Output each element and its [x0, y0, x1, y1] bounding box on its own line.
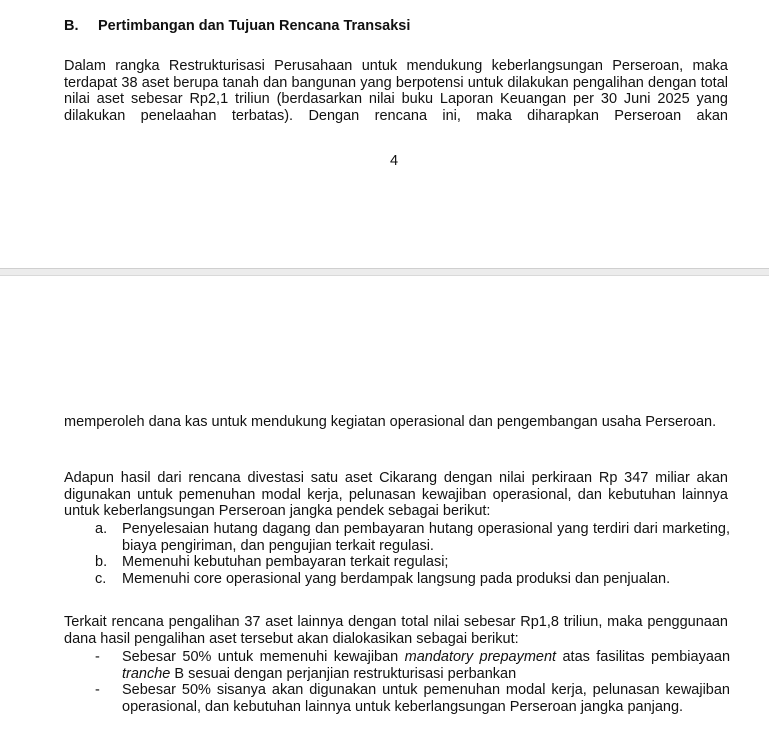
other-assets-usage-list: [64, 649, 730, 715]
continuation-paragraph: memperoleh dana kas untuk mendukung kegiatan operasional dan pengembangan usaha Perseroan.: [64, 414, 717, 430]
list-item: [64, 682, 730, 715]
section-heading: [64, 18, 410, 35]
list-marker: -: [95, 649, 100, 665]
section-number: B.: [64, 18, 79, 34]
list-marker: c.: [95, 570, 107, 587]
list-marker: -: [95, 682, 100, 698]
document-page-top: [0, 0, 769, 268]
list-item: [64, 554, 730, 571]
intro-paragraph: Dalam rangka Restrukturisasi Perusahaan untuk mendukung keberlangsungan Perseroan, maka terdapat 38 aset berupa tanah dan bangunan yang berpotensi untuk dilakukan pengalihan dengan total nilai aset sebesar Rp2,1 triliun (berdasarkan nilai buku Laporan Keuangan per 30 Juni 2025 yang dilakukan penelaahan terbatas). Dengan rencana ini, maka diharapkan Perseroan akan: [64, 58, 728, 124]
list-item-text: [122, 649, 730, 682]
italic-term: tranche: [122, 665, 171, 682]
list-item-text: Sebesar 50% sisanya akan digunakan untuk pemenuhan modal kerja, pelunasan kewajiban operasional, dan kebutuhan lainnya untuk keberlangsungan Perseroan jangka panjang.: [122, 682, 730, 715]
list-item-text: Memenuhi core operasional yang berdampak langsung pada produksi dan penjualan.: [122, 570, 671, 587]
list-marker: a.: [95, 521, 108, 537]
list-item: [64, 649, 730, 682]
list-item: [64, 571, 730, 588]
list-item: [64, 521, 730, 554]
list-item-text: Penyelesaian hutang dagang dan pembayaran hutang operasional yang terdiri dari marketing, biaya pengiriman, dan pengujian terkait regulasi.: [122, 521, 730, 554]
text-segment: B sesuai dengan perjanjian restrukturisasi perbankan: [170, 665, 517, 682]
italic-term: mandatory prepayment: [404, 649, 557, 665]
text-segment: Sebesar 50% untuk memenuhi kewajiban: [122, 649, 405, 665]
page-number: 4: [389, 153, 399, 169]
other-assets-paragraph: Terkait rencana pengalihan 37 aset lainnya dengan total nilai sebesar Rp1,8 triliun, maka penggunaan dana hasil pengalihan aset tersebut akan dialokasikan sebagai berikut:: [64, 614, 728, 647]
cikarang-usage-list: [64, 521, 730, 587]
list-item-text: Memenuhi kebutuhan pembayaran terkait regulasi;: [122, 554, 449, 570]
section-title: Pertimbangan dan Tujuan Rencana Transaksi: [98, 18, 411, 34]
text-segment: atas fasilitas pembiayaan: [556, 649, 731, 665]
list-marker: b.: [95, 554, 108, 570]
cikarang-paragraph: Adapun hasil dari rencana divestasi satu aset Cikarang dengan nilai perkiraan Rp 347 miliar akan digunakan untuk pemenuhan modal kerja, pelunasan kewajiban operasional, dan kebutuhan lainnya untuk keberlangsungan Perseroan jangka pendek sebagai berikut:: [64, 470, 728, 519]
page-separator: [0, 268, 769, 276]
